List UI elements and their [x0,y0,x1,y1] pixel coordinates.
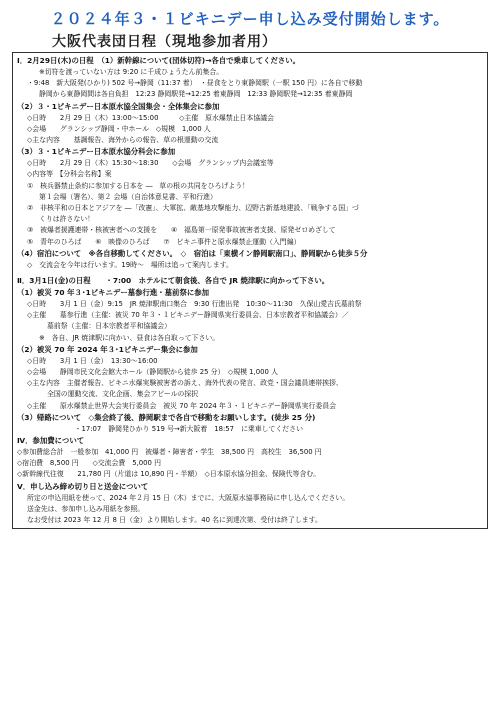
document-line: ◇主催 墓参行進（主催：被災 70 年３・１ビキニデー静岡県実行委員会、日本宗教者平和協議会）／ [27,311,349,320]
document-line: ◇主催 原水爆禁止世界大会実行委員会 被災 70 年 2024 年３・１ビキニデー静岡県実行委員会 [27,401,337,410]
section-heading: （3）３・1ビキニデー日本原水協分科会に参加 [17,147,176,157]
document-line: ・9:48 新大阪発(ひかり) 502 号→静岡（11:37 着） ・昼食をとり東静岡駅（一駅 150 円）に各自で移動 [27,79,363,88]
document-line: ◇参加費総合計 一般参加 41,000 円 被爆者・障害者・学生 38,500 円 高校生 36,500 円 [17,448,322,457]
section-heading: （3）帰路について ◇集会終了後、静岡駅まで各自で移動をお願いします。(徒歩 25 分) [17,412,316,422]
document-line: ◇日時 2月 29 日（木）15:30～18:30 ◇会場 グランシップ内会議室等 [27,159,274,168]
document-line: ◇主な内容 基調報告、海外からの報告、草の根運動の交流 [27,136,219,145]
document-title: ２０２４年３・１ビキニデー申し込み受付開始します。 [50,10,450,28]
document-line: ◇内容等 【分科会名称】案 [27,170,112,179]
document-line: ◇主な内容 主催者報告、ビキニ水爆実験被害者の訴え、海外代表の発言、政党・国会議員連帯挨拶、 [27,379,343,388]
document-line: 静岡から東静岡間は各自負担 12:23 静岡駅発→12:25 着東静岡 12:33 静岡駅発→12:35 着東静岡 [39,90,353,99]
document-line: ◇日時 3月 1 日（金） 13:30～16:00 [27,356,158,365]
document-line: ※切符を渡っていない方は 9:20 に千成ひょうたん前集合。 [39,68,224,76]
section-heading: Ⅳ．参加費について [17,436,85,446]
document-line: ◇日時 2月 29 日（木）13:00～15:00 ◇主催 原水爆禁止日本協議会 [27,113,275,122]
document-line: ◇ 交流会を今年は行います。19時～ 場所は追って案内します。 [27,260,233,269]
document-line: ① 核兵器禁止条約に参加する日本を ― 草の根の共同をひろげよう！ [27,181,249,190]
document-line: ◇会場 グランシップ静岡・中ホール ◇規模 1,000 人 [27,124,211,133]
document-line: なお受付は 2023 年 12 月 8 日（金）より開始します。40 名に到達次第、受付は終了します。 [27,516,322,525]
document-line: ⑤ 青年のひろば ⑥ 映像のひろば ⑦ ビキニ事件と原水爆禁止運動（入門編） [27,237,301,246]
section-heading: （2）３・1ビキニデー日本原水協全国集会・全体集会に参加 [17,101,220,111]
document-line: 全国の運動交流、文化企画、集会アピールの採択 [47,390,199,399]
document-line: ◇日時 3月 1 日（金）9:15 JR 焼津駅南口集合 9:30 行進出発 10:30～11:30 久保山愛吉氏墓前祭 [27,300,362,309]
section-heading: （2）被災 70 年 2024 年３･1ビキニデー集会に参加 [17,344,198,354]
document-line: ◇新幹線代往復 21,780 円（片道は 10,890 円・半額） ◇日本原水協分担金、保険代等含む。 [17,470,321,479]
document-line: ② 非核平和の日本とアジアを ―「改憲」、大軍拡、敵基地攻撃能力、辺野古新基地建設、「戦争する国」づ [27,204,359,213]
document-subtitle: 大阪代表団日程（現地参加者用） [52,34,277,50]
document-line: 送金先は、参加申し込み用紙を参照。 [27,504,145,513]
document-line: ・17:07 静岡発ひかり 519 号→新大阪着 18:57 に乗車してください [47,424,303,433]
section-heading: （1）被災 70 年３･1ビキニデー墓参行進・墓前祭に参加 [17,288,210,298]
schedule-box [12,52,488,529]
section-heading: Ⅰ．2月29日(木)の日程 （1）新幹線について(団体切符)→各自で乗車してください。 [17,56,301,65]
section-heading: Ⅱ．3月1日(金)の日程 ・7:00 ホテルにて朝食後、各自で JR 焼津駅に向かって下さい。 [17,276,330,286]
document-line: ※ 各自、JR 焼津駅に向かい、昼食は各自取って下さい。 [39,333,220,342]
document-line: 墓前祭（主催：日本宗教者平和協議会） [47,322,172,331]
document-line: 所定の申込用紙を使って、2024 年２月 15 日（木）までに、大阪原水協事務局に申し込んでください。 [27,493,350,502]
section-heading: Ⅴ．申し込み締め切り日と送金について [17,481,149,491]
document-line: 第１会場（署名）、第２ 会場（自治体意見書、平和行進） [39,192,217,201]
document-line: ◇会場 静岡市民文化会館大ホール（静岡駅から徒歩 25 分） ◇規模 1,000 人 [27,368,278,377]
document-line: くりは許さない！ [39,215,95,224]
section-heading: （4）宿泊について ※各自移動してください。 ◇ 宿泊は「東横イン静岡駅南口」、静岡駅から徒歩５分 [17,248,368,258]
document-line: ◇宿泊費 8,500 円 ◇交流会費 5,000 円 [17,459,162,468]
document-line: ③ 被爆者援護連帯・核被害者への支援を ④ 福島第一原発事故被害者支援、原発ゼロめざして [27,226,336,235]
